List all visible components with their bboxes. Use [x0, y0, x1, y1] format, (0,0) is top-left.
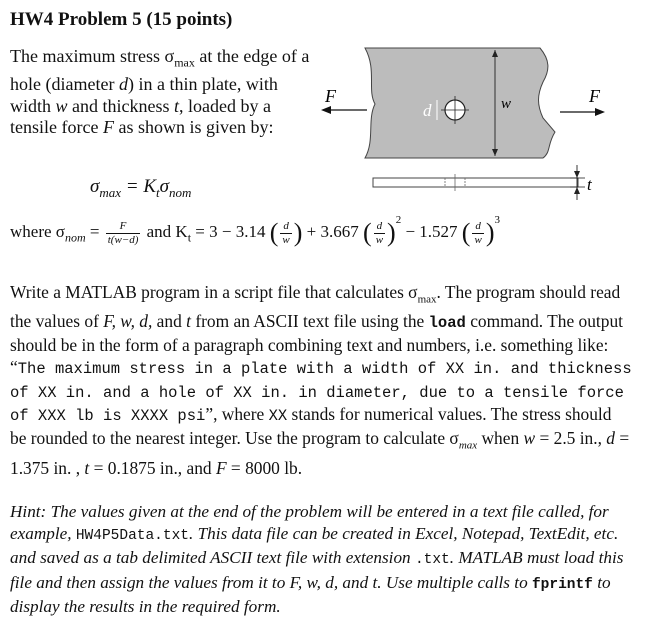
para-h: ”, where: [205, 404, 269, 425]
hint-filename: HW4P5Data.txt: [75, 527, 189, 544]
frac2-den: w: [375, 233, 384, 246]
load-command: load: [428, 314, 466, 333]
para-r: = 8000 lb.: [226, 457, 303, 478]
frac3-den: w: [474, 233, 482, 246]
sample-output-text: The maximum stress in a plate with a width of XX in. and thickness of XX in. and a hole of XX in. in diameter, due to a tensile force of XXX lb is XXXX psi: [10, 359, 632, 426]
para-p: = 0.1875 in., and: [89, 457, 216, 478]
eq2-term3: − 1.527: [401, 221, 462, 241]
left-arrowhead: [321, 106, 331, 114]
paren-open-2: (: [363, 218, 372, 247]
eq1-rhs: σ: [159, 176, 170, 197]
para-n: = 1.375 in. ,: [10, 428, 630, 478]
xx-placeholder: XX: [268, 407, 288, 426]
exp-3: 3: [494, 214, 500, 226]
para-c: F, w, d,: [103, 311, 153, 332]
eq1-lhs: σ: [90, 176, 100, 197]
intro-text-3: ) in a thin plate, with width: [10, 74, 278, 116]
frac1-num: d: [280, 220, 291, 234]
para-q: F: [215, 457, 227, 478]
t-arrow-bottom: [574, 187, 580, 194]
eq1-lhs-sub: max: [99, 184, 122, 200]
para-j: when: [477, 428, 524, 449]
t-arrow-top: [574, 171, 580, 178]
var-t: t: [174, 95, 180, 116]
paren-close-1: ): [293, 218, 303, 247]
eq2-where: where σ: [10, 221, 65, 241]
exp-2: 2: [395, 214, 402, 226]
eq1-eq: = K: [121, 176, 157, 197]
eq2-kt-sub: t: [187, 230, 192, 245]
right-arrowhead: [595, 108, 605, 116]
intro-text-2: at the edge of a hole (diameter: [10, 46, 310, 95]
var-d: d: [118, 74, 128, 95]
t-label: t: [587, 175, 592, 194]
eq1-k-sub: t: [156, 184, 160, 200]
left-force-label: F: [325, 86, 336, 106]
frac3-num: d: [472, 220, 483, 234]
fprintf-command: fprintf: [531, 576, 593, 593]
hint-a: Hint: The values given at the end of the problem will be entered in a text file called, for example,: [10, 502, 609, 543]
var-F: F: [102, 117, 114, 138]
paren-close-3: ): [485, 218, 495, 247]
eq2-term1: = 3 − 3.14: [191, 221, 270, 241]
intro-text-6: as shown is given by:: [113, 117, 274, 138]
d-label: d: [423, 101, 432, 120]
para-f: from an ASCII text file using the: [190, 311, 429, 332]
dw-fraction-2: [374, 220, 385, 247]
frac-num: F: [106, 220, 141, 234]
plate-edge-view: [373, 178, 578, 187]
hint-extension: .txt: [414, 552, 450, 569]
para-i-sub: max: [458, 439, 478, 452]
hint-b: . This data file can be created in Excel, Notepad, TextEdit, etc. and saved as a tab delimited ASCII text file with extension: [10, 523, 619, 568]
paren-open-1: (: [269, 218, 279, 247]
stress-equation: [90, 176, 191, 201]
sigma-symbol: σ: [164, 46, 175, 66]
nominal-stress-fraction: [106, 220, 141, 247]
problem-title: HW4 Problem 5 (15 points): [10, 9, 233, 30]
intro-text-4: and thickness: [67, 95, 175, 116]
eq1-rhs-sub: nom: [169, 184, 192, 200]
kt-equation: [10, 214, 500, 248]
paren-open-3: (: [461, 218, 471, 247]
para-o: t: [84, 457, 90, 478]
frac1-den: w: [282, 233, 290, 246]
para-d: and: [152, 311, 187, 332]
dw-fraction-3: [472, 220, 483, 247]
task-paragraph: [10, 282, 632, 479]
intro-text: [10, 46, 310, 139]
frac-den: t(w−d): [107, 233, 139, 246]
para-g: command. The output should be in the form of a paragraph combining text and numbers, i.e. something like: “: [10, 311, 623, 377]
para-k: w: [523, 428, 536, 449]
paren-close-2: ): [387, 218, 396, 247]
eq2-nom-sub: nom: [64, 230, 86, 245]
dw-fraction-1: [280, 220, 291, 247]
para-a-sub: max: [417, 293, 437, 306]
para-e: t: [186, 311, 191, 332]
sigma-sub: max: [174, 55, 195, 70]
hint-paragraph: [10, 501, 635, 618]
frac2-num: d: [374, 220, 385, 234]
para-m: d: [606, 428, 615, 449]
eq2-and: and K: [146, 221, 188, 241]
para-l: = 2.5 in.,: [535, 428, 607, 449]
para-a: Write a MATLAB program in a script file that calculates σ: [10, 282, 418, 302]
para-i: stands for numerical values. The stress should be rounded to the nearest integer. Use the program to calculate σ: [10, 404, 612, 449]
w-label: w: [501, 96, 512, 112]
hint-c: . MATLAB must load this file and then assign the values from it to F, w, d, and t. Use multiple calls to: [10, 548, 624, 592]
intro-text-1: The maximum stress: [10, 46, 165, 66]
hint-d: to display the results in the required form.: [10, 572, 611, 617]
plate-diagram: [315, 40, 655, 210]
intro-text-5: , loaded by a tensile force: [10, 95, 271, 138]
var-w: w: [55, 95, 68, 116]
right-force-label: F: [589, 86, 600, 106]
para-b: . The program should read the values of: [10, 282, 621, 332]
eq2-term2: + 3.667: [302, 221, 364, 241]
eq2-eq: =: [85, 221, 104, 241]
